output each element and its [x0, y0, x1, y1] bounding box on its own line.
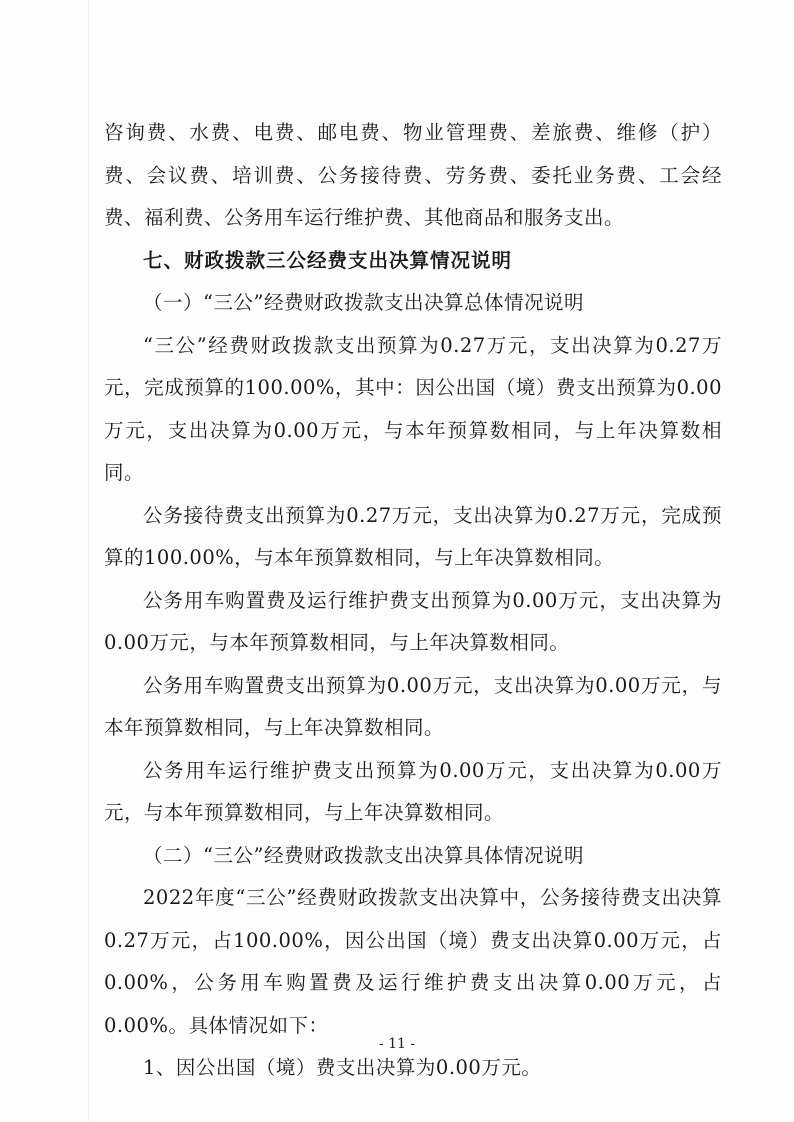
subheading-overall: （一）“三公”经费财政拨款支出决算总体情况说明: [143, 291, 584, 314]
subheading-details: （二）“三公”经费财政拨款支出决算具体情况说明: [143, 843, 584, 867]
page-number: - 11 -: [378, 1036, 416, 1052]
scan-edge-line: [88, 0, 89, 1122]
paragraph-vehicle-maintenance: 公务用车运行维护费支出预算为0.00万元，支出决算为0.00万元，与本年预算数相同，与上年决算数相同。: [104, 758, 722, 824]
paragraph-2022-details: 2022年度“三公”经费财政拨款支出决算中，公务接待费支出决算0.27万元，占100.00%，因公出国（境）费支出决算0.00万元，占0.00%，公务用车购置费及运行维护费支出决算0.00万元，占0.00%。具体情况如下：: [104, 886, 722, 1037]
paragraph-vehicle-purchase: 公务用车购置费支出预算为0.00万元，支出决算为0.00万元，与本年预算数相同，与上年决算数相同。: [104, 673, 722, 739]
document-body: [104, 112, 722, 1090]
paragraph-expense-list: 咨询费、水费、电费、邮电费、物业管理费、差旅费、维修（护）费、会议费、培训费、公务接待费、劳务费、委托业务费、工会经费、福利费、公务用车运行维护费、其他商品和服务支出。: [104, 121, 722, 229]
paragraph-three-public-total: “三公”经费财政拨款支出预算为0.27万元，支出决算为0.27万元，完成预算的100.00%，其中：因公出国（境）费支出预算为0.00万元，支出决算为0.00万元，与本年预算数相同，与上年决算数相同。: [104, 333, 722, 484]
paragraph-reception: 公务接待费支出预算为0.27万元，支出决算为0.27万元，完成预算的100.00%，与本年预算数相同，与上年决算数相同。: [104, 503, 722, 569]
section-heading-seven: 七、财政拨款三公经费支出决算情况说明: [143, 248, 513, 272]
paragraph-vehicle-total: 公务用车购置费及运行维护费支出预算为0.00万元，支出决算为0.00万元，与本年预算数相同，与上年决算数相同。: [104, 588, 722, 654]
paragraph-overseas: 1、因公出国（境）费支出决算为0.00万元。: [143, 1056, 542, 1079]
